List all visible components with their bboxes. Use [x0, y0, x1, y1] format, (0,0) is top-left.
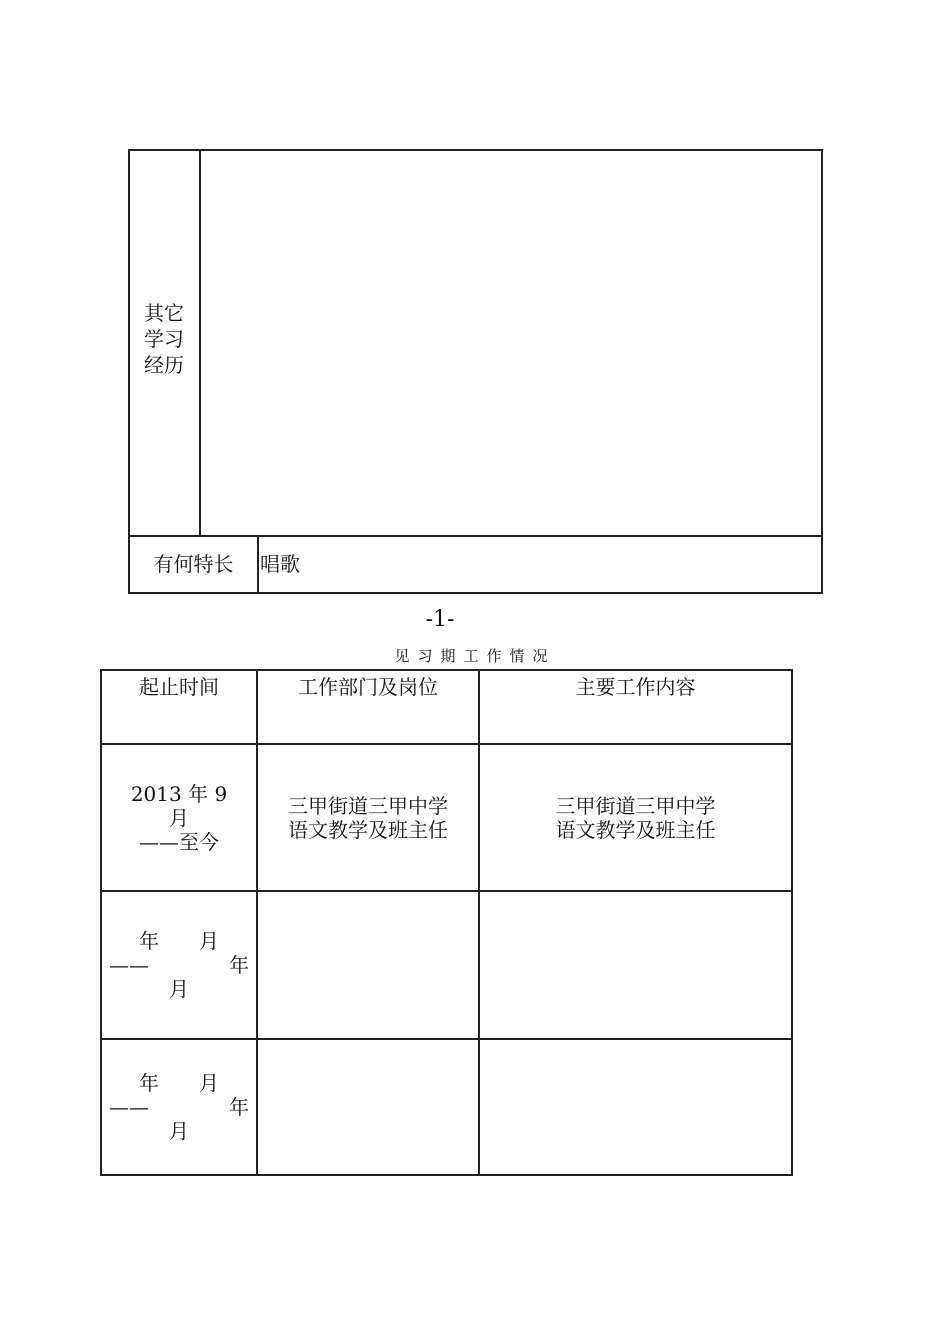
- period-line: 年 月: [139, 1071, 219, 1095]
- table-divider: [257, 535, 259, 594]
- specialty-value: 唱歌: [260, 552, 300, 576]
- period-cell: [101, 1039, 257, 1175]
- content-cell: [479, 891, 792, 1039]
- section-title: 见习期工作情况: [394, 647, 556, 665]
- period-cell: [101, 891, 257, 1039]
- period-line: ——至今: [139, 829, 219, 854]
- other-info-table: [128, 149, 823, 594]
- period-line: —— 年: [109, 1095, 249, 1119]
- specialty-label: 有何特长: [153, 552, 234, 576]
- period-line: 月: [169, 977, 189, 1001]
- content-line: 语文教学及班主任: [555, 817, 716, 842]
- period-line: 2013 年 9: [130, 781, 228, 806]
- label-line: 其它: [144, 301, 184, 325]
- content-cell: [479, 1039, 792, 1175]
- page-number: -1-: [425, 607, 455, 632]
- department-cell: [257, 744, 479, 891]
- department-cell: [257, 1039, 479, 1175]
- period-line: 年 月: [139, 929, 219, 953]
- department-cell: [257, 891, 479, 1039]
- table-header-row: [101, 670, 792, 744]
- internship-work-table: [100, 669, 793, 1176]
- table-row: [101, 891, 792, 1039]
- label-line: 经历: [144, 353, 184, 377]
- header-department: 工作部门及岗位: [257, 670, 479, 744]
- content-cell: [479, 744, 792, 891]
- content-line: 三甲街道三甲中学: [555, 793, 716, 818]
- table-row: [101, 744, 792, 891]
- header-period: 起止时间: [101, 670, 257, 744]
- department-line: 三甲街道三甲中学: [288, 793, 448, 818]
- header-content: 主要工作内容: [479, 670, 792, 744]
- table-divider: [199, 149, 201, 537]
- period-line: 月: [169, 1119, 189, 1143]
- department-line: 语文教学及班主任: [288, 817, 448, 842]
- table-row: [101, 1039, 792, 1175]
- table-divider: [128, 535, 823, 537]
- period-cell: [101, 744, 257, 891]
- other-study-experience-label: [134, 300, 194, 378]
- period-line: 月: [169, 805, 189, 830]
- label-line: 学习: [144, 327, 184, 351]
- period-line: —— 年: [109, 953, 249, 977]
